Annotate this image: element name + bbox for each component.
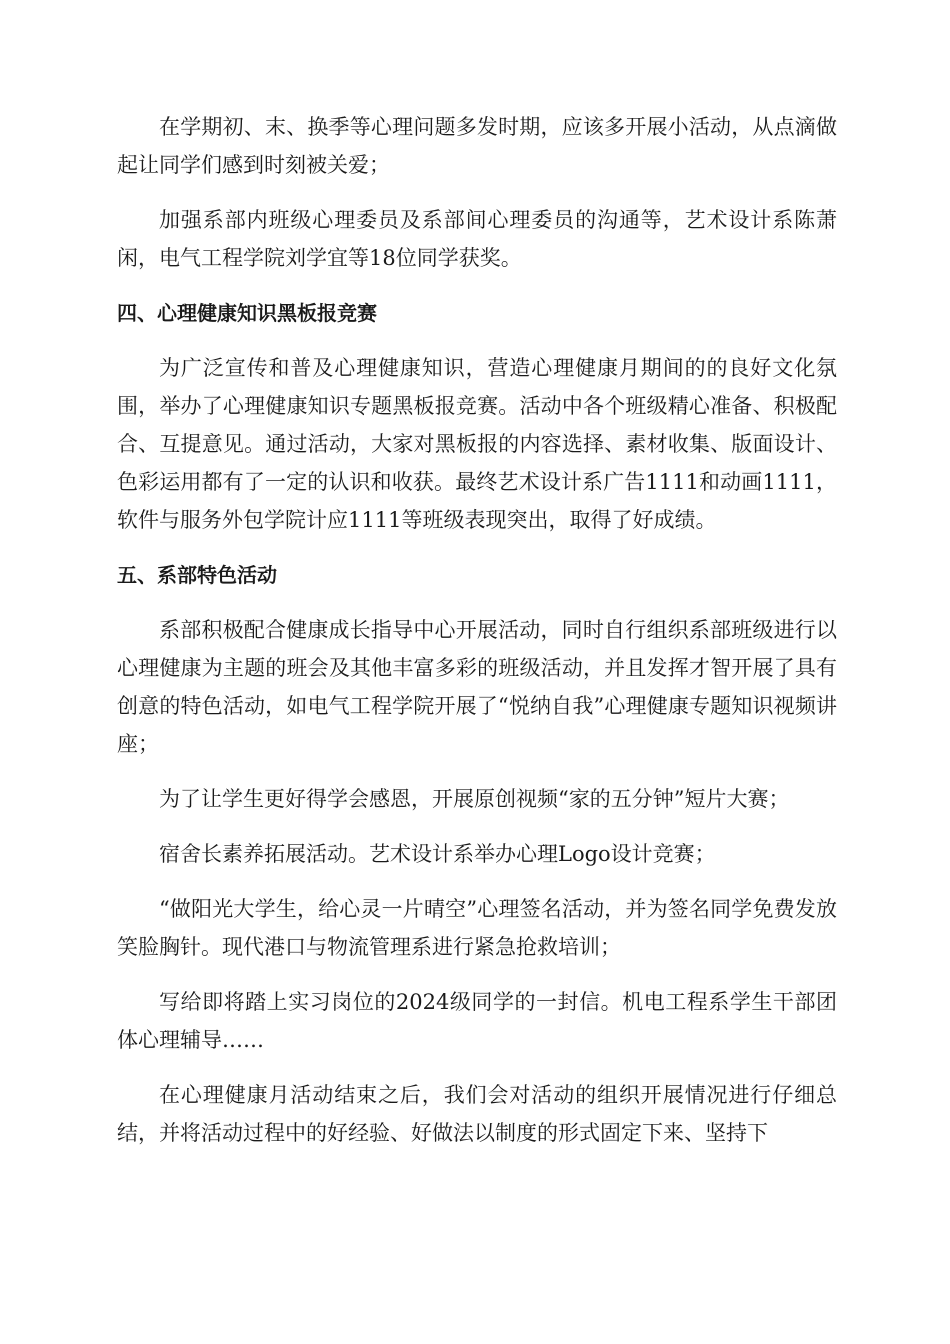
paragraph: 加强系部内班级心理委员及系部间心理委员的沟通等，艺术设计系陈萧闲，电气工程学院刘学宜等18位同学获奖。 <box>117 208 837 270</box>
document-body <box>117 108 837 1169</box>
section-heading: 四、心理健康知识黑板报竞赛 <box>117 301 377 325</box>
paragraph: 为了让学生更好得学会感恩，开展原创视频“家的五分钟”短片大赛； <box>159 787 790 811</box>
paragraph: 为广泛宣传和普及心理健康知识，营造心理健康月期间的的良好文化氛围，举办了心理健康知识专题黑板报竞赛。活动中各个班级精心准备、积极配合、互提意见。通过活动，大家对黑板报的内容选择、素材收集、版面设计、色彩运用都有了一定的认识和收获。最终艺术设计系广告1111和动画1111，软件与服务外包学院计应1111等班级表现突出，取得了好成绩。 <box>117 356 837 532</box>
paragraph: 在心理健康月活动结束之后，我们会对活动的组织开展情况进行仔细总结，并将活动过程中的好经验、好做法以制度的形式固定下来、坚持下 <box>117 1083 837 1145</box>
section-heading: 五、系部特色活动 <box>117 563 277 587</box>
paragraph: “做阳光大学生，给心灵一片晴空”心理签名活动，并为签名同学免费发放笑脸胸针。现代港口与物流管理系进行紧急抢救培训； <box>117 897 837 959</box>
paragraph: 写给即将踏上实习岗位的2024级同学的一封信。机电工程系学生干部团体心理辅导…… <box>117 990 837 1052</box>
paragraph: 宿舍长素养拓展活动。艺术设计系举办心理Logo设计竞赛； <box>159 842 716 866</box>
paragraph: 系部积极配合健康成长指导中心开展活动，同时自行组织系部班级进行以心理健康为主题的班会及其他丰富多彩的班级活动，并且发挥才智开展了具有创意的特色活动，如电气工程学院开展了“悦纳自我”心理健康专题知识视频讲座； <box>117 618 837 756</box>
paragraph: 在学期初、末、换季等心理问题多发时期，应该多开展小活动，从点滴做起让同学们感到时刻被关爱； <box>117 115 837 177</box>
